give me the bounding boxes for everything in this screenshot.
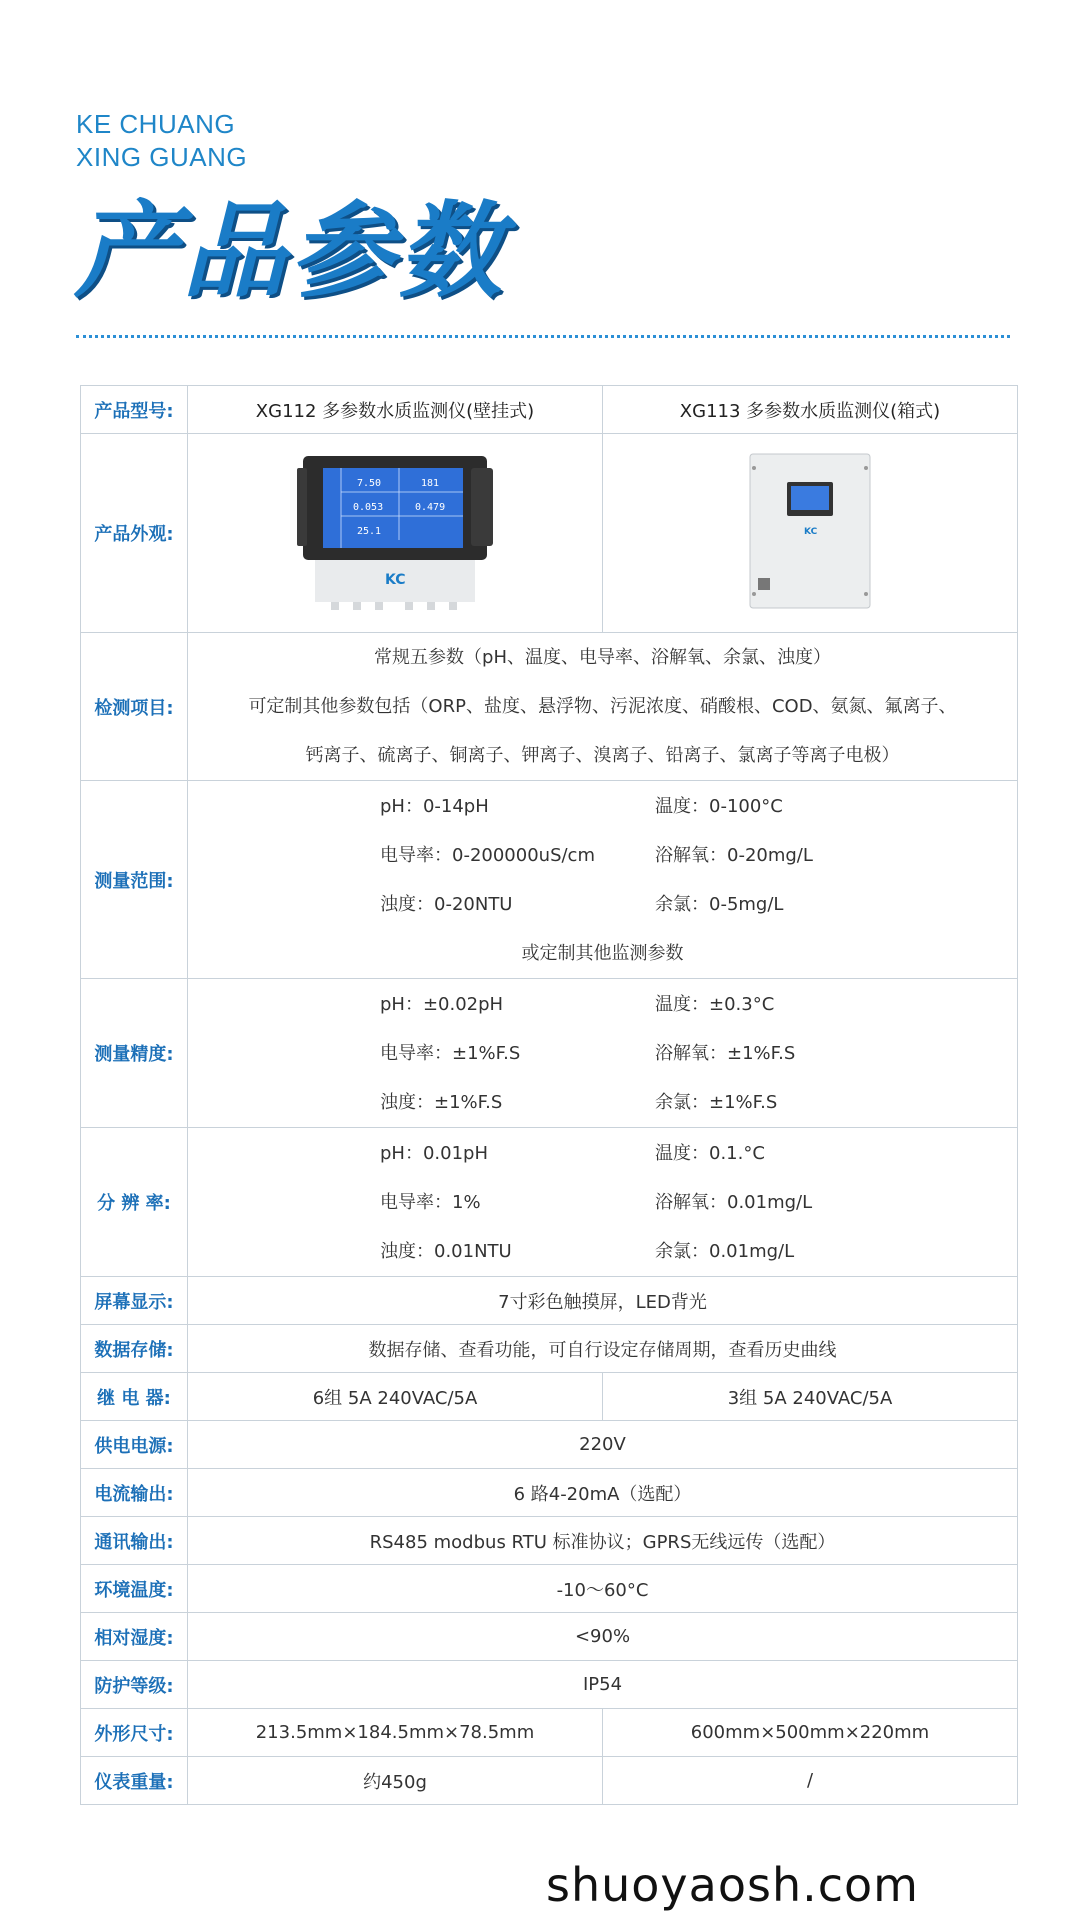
row-appearance (81, 434, 1018, 633)
row-detection-items (81, 633, 1018, 781)
resolution-right: 温度：0.1.°C (655, 1142, 765, 1164)
page-title: 产品参数 (74, 189, 507, 312)
resolution-right: 余氯：0.01mg/L (655, 1240, 795, 1262)
row-display (81, 1277, 1018, 1325)
humidity-value: <90% (188, 1613, 1018, 1661)
footer-watermark: shuoyaosh.com (546, 1858, 919, 1912)
screen-value-cl: 0.479 (415, 502, 446, 513)
row-label: 相对湿度: (81, 1613, 188, 1661)
power-value: 220V (188, 1421, 1018, 1469)
relay-b: 3组 5A 240VAC/5A (603, 1373, 1018, 1421)
range-left: 浊度：0-20NTU (380, 893, 513, 915)
row-size (81, 1709, 1018, 1757)
row-label: 数据存储: (81, 1325, 188, 1373)
row-range (81, 781, 1018, 979)
wall-mounted-device-image (295, 448, 495, 613)
dotted-divider (76, 335, 1010, 338)
resolution-left: 浊度：0.01NTU (380, 1240, 512, 1262)
row-label: 测量范围: (81, 781, 188, 979)
row-label: 分 辨 率: (81, 1128, 188, 1277)
model-b: XG113 多参数水质监测仪(箱式) (603, 386, 1018, 434)
row-storage (81, 1325, 1018, 1373)
accuracy-right: 余氯：±1%F.S (655, 1091, 778, 1113)
row-weight (81, 1757, 1018, 1805)
spec-table (80, 385, 1018, 1805)
items-line-1: 常规五参数（pH、温度、电导率、浴解氧、余氯、浊度） (374, 647, 831, 668)
row-model (81, 386, 1018, 434)
range-pair (188, 831, 1017, 880)
brand-line-2: XING GUANG (76, 142, 248, 172)
range-left: pH：0-14pH (380, 795, 489, 817)
brand-logo-text (76, 108, 247, 174)
row-label: 继 电 器: (81, 1373, 188, 1421)
range-note: 或定制其他监测参数 (521, 942, 684, 964)
row-label: 环境温度: (81, 1565, 188, 1613)
device-image-box (603, 434, 1018, 633)
resolution-left: 电导率：1% (380, 1191, 481, 1213)
device-image-wall (188, 434, 603, 633)
row-label: 产品型号: (81, 386, 188, 434)
items-line-2: 可定制其他参数包括（ORP、盐度、悬浮物、污泥浓度、硝酸根、COD、氨氮、氟离子、 (248, 696, 957, 717)
comm-value: RS485 modbus RTU 标准协议；GPRS无线远传（选配） (188, 1517, 1018, 1565)
resolution-right: 浴解氧：0.01mg/L (655, 1191, 813, 1213)
weight-b: / (603, 1757, 1018, 1805)
screen-value-turb: 0.053 (353, 502, 384, 513)
row-label: 仪表重量: (81, 1757, 188, 1805)
display-value: 7寸彩色触摸屏，LED背光 (188, 1277, 1018, 1325)
screen-value-ph: 7.50 (357, 478, 382, 489)
row-label: 屏幕显示: (81, 1277, 188, 1325)
accuracy-right: 浴解氧：±1%F.S (655, 1042, 796, 1064)
row-humidity (81, 1613, 1018, 1661)
accuracy-left: pH：±0.02pH (380, 993, 504, 1015)
range-right: 余氯：0-5mg/L (655, 893, 784, 915)
relay-a: 6组 5A 240VAC/5A (188, 1373, 603, 1421)
range-right: 浴解氧：0-20mg/L (655, 844, 813, 866)
storage-value: 数据存储、查看功能，可自行设定存储周期，查看历史曲线 (188, 1325, 1018, 1373)
row-env-temp (81, 1565, 1018, 1613)
row-label: 电流输出: (81, 1469, 188, 1517)
accuracy-right: 温度：±0.3°C (655, 993, 775, 1015)
protection-value: IP54 (188, 1661, 1018, 1709)
range-left: 电导率：0-200000uS/cm (380, 844, 595, 866)
accuracy-left: 浊度：±1%F.S (380, 1091, 503, 1113)
row-current (81, 1469, 1018, 1517)
row-comm (81, 1517, 1018, 1565)
brand-line-1: KE CHUANG (76, 109, 236, 139)
accuracy-pair (188, 1078, 1017, 1127)
current-value: 6 路4-20mA（选配） (188, 1469, 1018, 1517)
row-label: 检测项目: (81, 633, 188, 781)
row-label: 测量精度: (81, 979, 188, 1128)
resolution-pair (188, 1178, 1017, 1227)
row-resolution (81, 1128, 1018, 1277)
row-label: 防护等级: (81, 1661, 188, 1709)
size-a: 213.5mm×184.5mm×78.5mm (188, 1709, 603, 1757)
size-b: 600mm×500mm×220mm (603, 1709, 1018, 1757)
row-power (81, 1421, 1018, 1469)
device-logo: KC (385, 572, 406, 588)
accuracy-pair (188, 1029, 1017, 1078)
box-device-image (740, 448, 880, 613)
row-label: 通讯输出: (81, 1517, 188, 1565)
resolution-pair (188, 1227, 1017, 1276)
weight-a: 约450g (188, 1757, 603, 1805)
device-logo: KC (804, 527, 818, 537)
range-right: 温度：0-100°C (655, 795, 783, 817)
range-pair (188, 782, 1017, 831)
row-accuracy (81, 979, 1018, 1128)
model-a: XG112 多参数水质监测仪(壁挂式) (188, 386, 603, 434)
range-pair (188, 880, 1017, 929)
screen-value-temp: 25.1 (357, 526, 382, 537)
screen-value-cond: 181 (421, 478, 440, 489)
row-label: 供电电源: (81, 1421, 188, 1469)
resolution-left: pH：0.01pH (380, 1142, 488, 1164)
accuracy-left: 电导率：±1%F.S (380, 1042, 521, 1064)
row-relay (81, 1373, 1018, 1421)
row-protection (81, 1661, 1018, 1709)
env-temp-value: -10～60°C (188, 1565, 1018, 1613)
row-label: 外形尺寸: (81, 1709, 188, 1757)
resolution-pair (188, 1129, 1017, 1178)
row-label: 产品外观: (81, 434, 188, 633)
accuracy-pair (188, 980, 1017, 1029)
items-line-3: 钙离子、硫离子、铜离子、钾离子、溴离子、铅离子、氯离子等离子电极） (305, 745, 900, 766)
